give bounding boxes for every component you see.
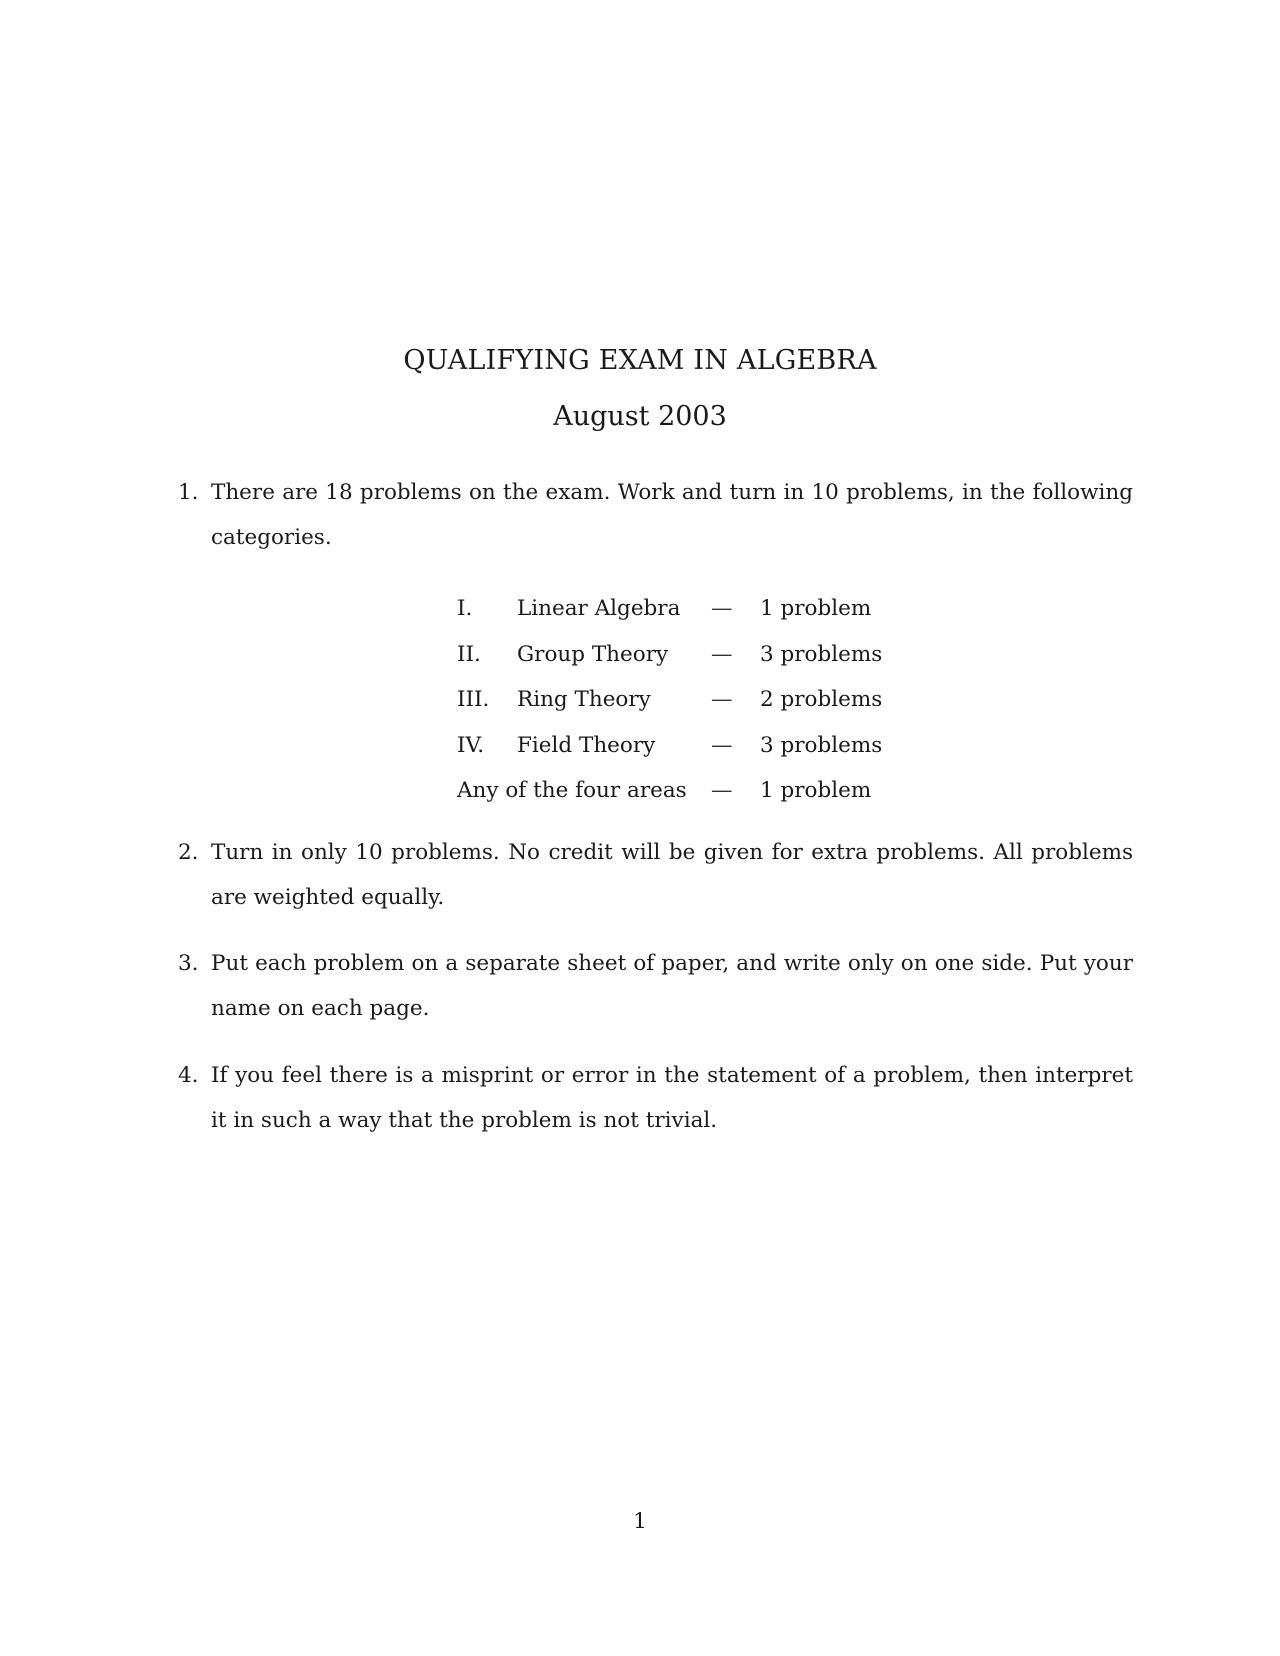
category-count: 2 problems	[760, 687, 883, 712]
instruction-item	[178, 830, 1133, 920]
category-dash: —	[711, 596, 733, 621]
category-row	[457, 632, 897, 678]
category-area: Ring Theory	[517, 687, 651, 712]
category-numeral: I.	[457, 596, 473, 621]
category-area: Field Theory	[517, 732, 656, 758]
category-row	[457, 677, 897, 723]
instruction-text: There are 18 problems on the exam. Work and turn in 10 problems, in the following categories.	[211, 480, 1133, 550]
instruction-text: Put each problem on a separate sheet of paper, and write only on one side. Put your name on each page.	[211, 951, 1133, 1021]
category-area: Linear Algebra	[517, 596, 681, 621]
page-title: QUALIFYING EXAM IN ALGEBRA	[403, 345, 877, 376]
category-dash: —	[711, 641, 733, 667]
instruction-number: 4.	[178, 1063, 199, 1088]
category-dash: —	[711, 778, 733, 803]
instruction-item	[178, 470, 1133, 560]
instruction-text: If you feel there is a misprint or error in the statement of a problem, then interpret it in such a way that the problem is not trivial.	[211, 1063, 1133, 1133]
category-area: Group Theory	[517, 641, 669, 667]
category-count: 1 problem	[760, 778, 872, 803]
category-row	[457, 723, 897, 769]
instruction-item	[178, 1053, 1133, 1143]
instruction-number: 3.	[178, 951, 199, 976]
category-dash: —	[711, 732, 733, 758]
category-row-any	[457, 768, 897, 814]
exam-date: August 2003	[553, 401, 727, 432]
category-numeral: IV.	[457, 732, 485, 758]
category-table	[457, 586, 897, 814]
page-number: 1	[633, 1509, 647, 1534]
category-row	[457, 586, 897, 632]
instruction-text: Turn in only 10 problems. No credit will be given for extra problems. All problems are weighted equally.	[211, 840, 1133, 910]
category-any-area: Any of the four areas	[457, 778, 687, 803]
category-count: 3 problems	[760, 732, 883, 758]
instruction-item	[178, 941, 1133, 1031]
instruction-number: 1.	[178, 480, 199, 505]
category-dash: —	[711, 687, 733, 712]
instruction-number: 2.	[178, 840, 199, 865]
category-numeral: III.	[457, 687, 490, 712]
category-numeral: II.	[457, 641, 481, 667]
category-count: 3 problems	[760, 641, 883, 667]
category-count: 1 problem	[760, 596, 872, 621]
